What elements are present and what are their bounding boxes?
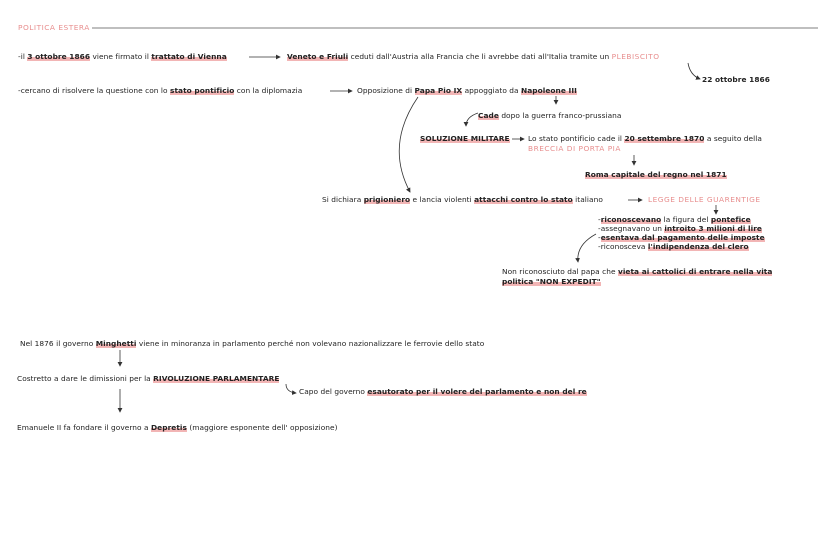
text: dopo la guerra franco-prussiana: [498, 111, 622, 120]
arrow-plebiscito: [688, 63, 700, 79]
text: Capo del governo: [299, 387, 368, 396]
text: Non riconosciuto dal papa che: [502, 267, 618, 276]
highlight: riconoscevano: [600, 215, 662, 224]
legge-label: LEGGE DELLE GUARENTIGE: [648, 195, 761, 204]
text: (maggiore esponente dell' opposizione): [186, 423, 338, 432]
text: Lo stato pontificio cade il: [528, 134, 625, 143]
text: con la diplomazia: [234, 86, 303, 95]
text: la figura del: [661, 215, 711, 224]
highlight-pope: Papa Pio IX: [414, 86, 463, 95]
text: -: [598, 215, 601, 224]
text: a seguito della: [704, 134, 762, 143]
stato-cade-line: [528, 134, 762, 144]
arrow-cade: [466, 113, 478, 126]
minghetti-line: [20, 339, 484, 349]
breccia-label: BRECCIA DI PORTA PIA: [528, 144, 621, 153]
emanuele-line: [17, 423, 338, 433]
soluzione-label: [420, 134, 510, 144]
roma-line: [585, 170, 727, 180]
text: Si dichiara: [322, 195, 364, 204]
plebiscito-label: PLEBISCITO: [611, 52, 660, 61]
highlight-roma: Roma capitale del regno nel 1871: [585, 170, 727, 179]
highlight-esautorato: esautorato per il volere del parlamento e non del re: [367, 387, 587, 396]
text: ceduti dall'Austria alla Francia che li avrebbe dati all'Italia tramite un: [348, 52, 612, 61]
opposizione-line: [357, 86, 577, 96]
highlight-stato-pontificio: stato pontificio: [170, 86, 235, 95]
highlight-napoleone: Napoleone III: [521, 86, 577, 95]
text: -il: [18, 52, 28, 61]
highlight-date: 3 ottobre 1866: [27, 52, 91, 61]
costretto-line: [17, 374, 279, 384]
page-title: POLITICA ESTERA: [18, 23, 90, 32]
arrow-prigioniero: [399, 97, 418, 192]
text: italiano: [572, 195, 603, 204]
non-expedit-line: [502, 277, 601, 287]
capo-line: [299, 387, 587, 397]
text: Emanuele II fa fondare il governo a: [17, 423, 151, 432]
text: Costretto a dare le dimissioni per la: [17, 374, 154, 383]
highlight-depretis: Depretis: [150, 423, 187, 432]
highlight-cade: Cade: [478, 111, 499, 120]
highlight-treaty: trattato di Vienna: [151, 52, 227, 61]
highlight: esentava dal pagamento delle imposte: [600, 233, 765, 242]
text: Nel 1876 il governo: [20, 339, 96, 348]
vienna-line: [18, 52, 227, 62]
highlight-20-settembre: 20 settembre 1870: [624, 134, 705, 143]
highlight-prigioniero: prigioniero: [363, 195, 411, 204]
legge-item: [598, 242, 749, 252]
text: appoggiato da: [462, 86, 522, 95]
text: viene in minoranza in parlamento perché non volevano nazionalizzare le ferrovie dello stato: [136, 339, 485, 348]
highlight-attacchi: attacchi contro lo stato: [474, 195, 573, 204]
highlight-vieta: vieta ai cattolici di entrare nella vita: [617, 267, 773, 276]
highlight-minghetti: Minghetti: [95, 339, 137, 348]
text: -: [598, 233, 601, 242]
highlight: l'indipendenza del clero: [647, 242, 749, 251]
text: viene firmato il: [90, 52, 152, 61]
diplomazia-line: [18, 86, 302, 96]
date-22-ottobre: 22 ottobre 1866: [702, 75, 770, 84]
text: -assegnavano un: [598, 224, 665, 233]
cade-line: [478, 111, 621, 121]
non-riconosciuto-line: [502, 267, 772, 277]
highlight: introito 3 milioni di lire: [664, 224, 762, 233]
highlight-non-expedit: "NON EXPEDIT": [533, 277, 601, 286]
arrow-capo: [286, 384, 296, 393]
text: Opposizione di: [357, 86, 415, 95]
prigioniero-line: [322, 195, 603, 205]
text: e lancia violenti: [410, 195, 475, 204]
highlight: pontefice: [710, 215, 751, 224]
arrow-non-riconosciuto: [578, 234, 596, 262]
text: -riconosceva: [598, 242, 648, 251]
highlight-politica: politica: [502, 277, 534, 286]
veneto-line: [287, 52, 660, 62]
highlight-rivoluzione: RIVOLUZIONE PARLAMENTARE: [153, 374, 280, 383]
highlight-soluzione: SOLUZIONE MILITARE: [420, 134, 510, 143]
highlight-veneto: Veneto e Friuli: [287, 52, 349, 61]
text: -cercano di risolvere la questione con lo: [18, 86, 171, 95]
